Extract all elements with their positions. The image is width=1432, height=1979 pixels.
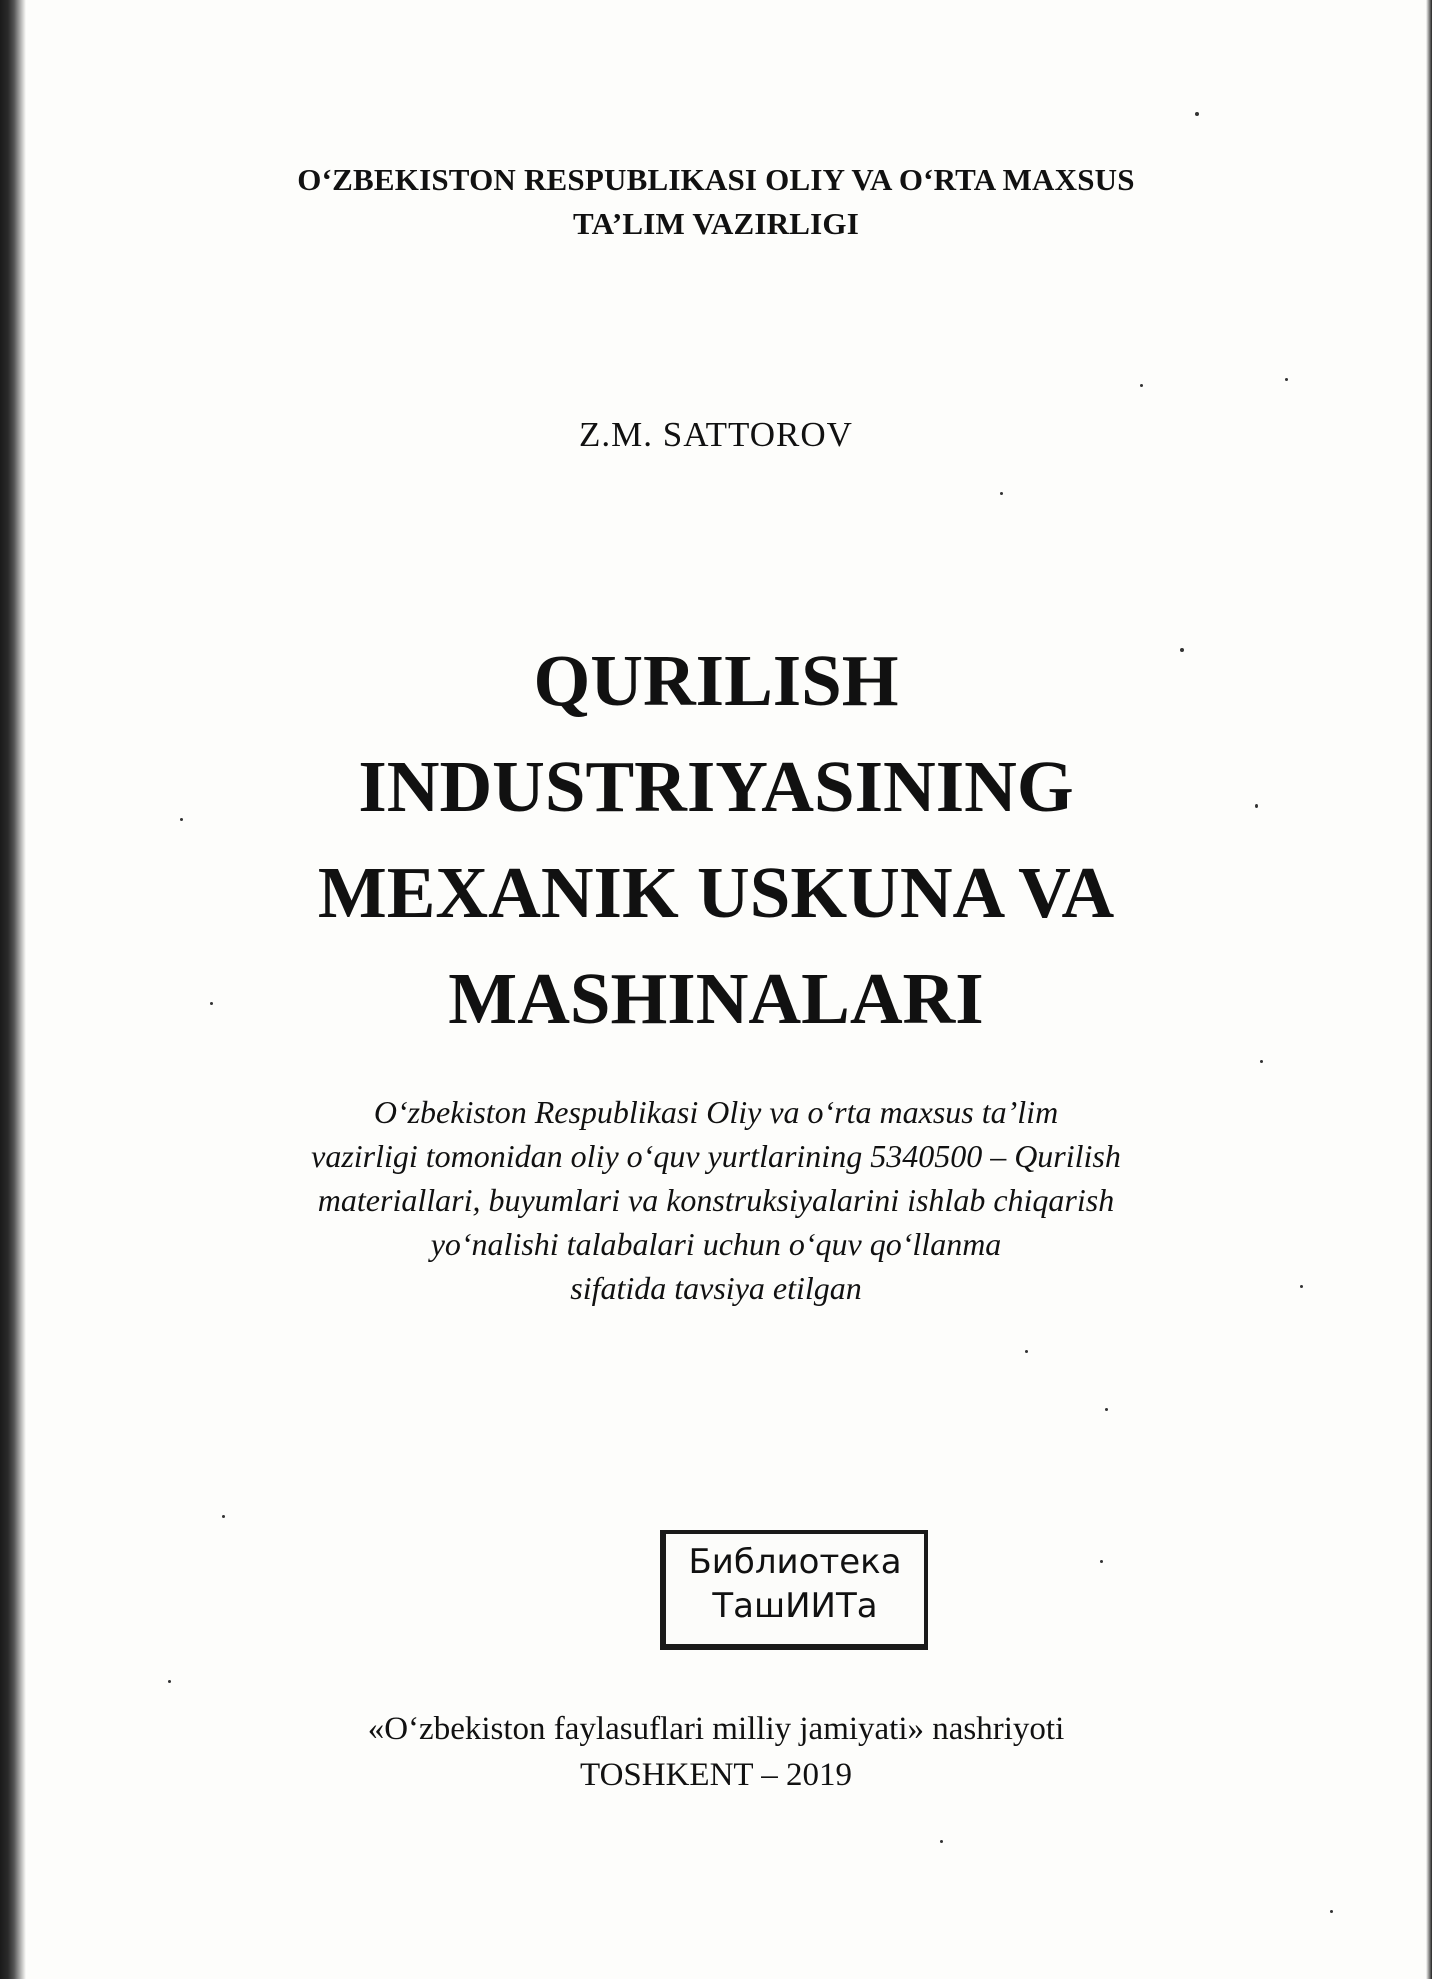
- scan-speck: [222, 1515, 225, 1518]
- scan-speck: [180, 818, 183, 821]
- publisher-line-1: «O‘zbekiston faylasuflari milliy jamiyati» nashriyoti: [367, 1711, 1065, 1747]
- scan-speck: [1000, 492, 1003, 495]
- title-line-4: MASHINALARI: [448, 958, 984, 1039]
- scan-speck: [1180, 648, 1184, 652]
- scan-speck: [1330, 1910, 1333, 1913]
- publisher-line-2: TOSHKENT – 2019: [580, 1757, 852, 1793]
- scan-speck: [168, 1680, 171, 1683]
- scan-speck: [1285, 378, 1288, 381]
- library-stamp: [660, 1530, 928, 1650]
- description-line-2: vazirligi tomonidan oliy o‘quv yurtlarining 5340500 – Qurilish: [311, 1138, 1121, 1174]
- title-line-3: MEXANIK USKUNA VA: [317, 852, 1115, 933]
- scan-speck: [1140, 384, 1143, 387]
- ministry-line-1: O‘ZBEKISTON RESPUBLIKASI OLIY VA O‘RTA MAXSUS: [297, 162, 1135, 197]
- scan-speck: [1260, 1060, 1263, 1063]
- scan-speck: [1105, 1408, 1108, 1411]
- description-line-4: yo‘nalishi talabalari uchun o‘quv qo‘llanma: [430, 1226, 1002, 1262]
- description-line-5: sifatida tavsiya etilgan: [570, 1270, 862, 1306]
- scan-speck: [1195, 112, 1199, 116]
- scan-speck: [1300, 1285, 1303, 1288]
- scan-speck: [1255, 804, 1258, 808]
- scan-speck: [1100, 1560, 1103, 1563]
- publisher-info: [0, 1706, 1432, 1798]
- scan-speck: [940, 1840, 943, 1843]
- description-line-1: O‘zbekiston Respublikasi Oliy va o‘rta maxsus ta’lim: [373, 1094, 1059, 1130]
- description-line-3: materiallari, buyumlari va konstruksiyalarini ishlab chiqarish: [317, 1182, 1115, 1218]
- title-line-1: QURILISH: [533, 640, 899, 721]
- title-line-2: INDUSTRIYASINING: [358, 746, 1074, 827]
- stamp-line-2: ТашИИТа: [712, 1586, 878, 1626]
- stamp-line-1: Библиотека: [688, 1542, 902, 1582]
- approval-description: [0, 1090, 1432, 1310]
- scan-speck: [1025, 1350, 1028, 1353]
- ministry-line-2: TA’LIM VAZIRLIGI: [573, 206, 859, 241]
- scan-speck: [210, 1002, 213, 1005]
- book-title: [0, 628, 1432, 1052]
- author-name: Z.M. SATTOROV: [579, 415, 853, 454]
- ministry-heading: [0, 158, 1432, 246]
